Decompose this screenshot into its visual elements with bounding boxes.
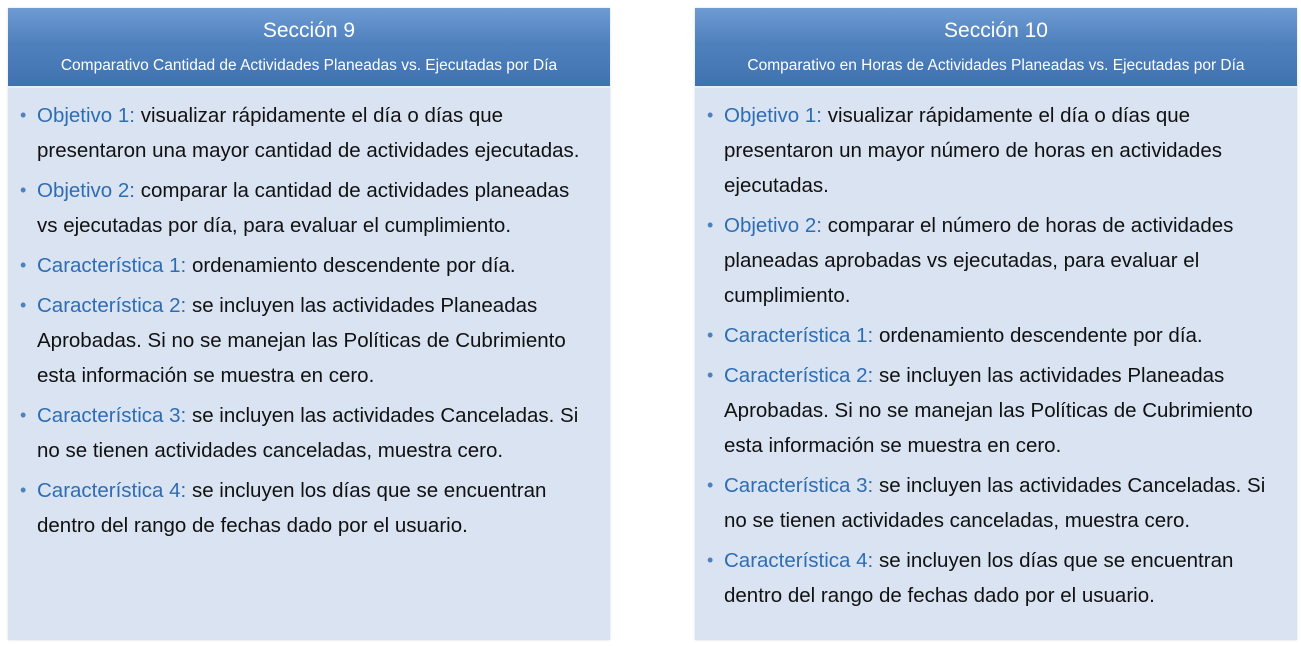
item-label: Característica 3: (37, 404, 187, 427)
item-text: ordenamiento descendente por día. (191, 254, 516, 277)
item-text: se incluyen los días que se encuentran dentro del rango de fechas dado por el usuario. (37, 479, 547, 537)
list-item (707, 543, 1281, 613)
section-10-header (695, 8, 1297, 88)
section-10-title: Sección 10 (944, 19, 1048, 42)
item-label: Objetivo 2: (37, 179, 135, 202)
list-item (20, 288, 594, 393)
bullet-icon: • (707, 105, 714, 125)
item-label: Característica 1: (724, 324, 874, 347)
item-text: visualizar rápidamente el día o días que presentaron un mayor número de horas en actividades ejecutadas. (724, 104, 1222, 197)
item-label: Objetivo 2: (724, 214, 822, 237)
item-text: comparar el número de horas de actividades planeadas aprobadas vs ejecutadas, para evaluar el cumplimiento. (724, 214, 1234, 307)
item-text: ordenamiento descendente por día. (878, 324, 1203, 347)
section-9-title: Sección 9 (262, 19, 356, 42)
list-item (20, 248, 594, 283)
item-text: se incluyen las actividades Canceladas. Si no se tienen actividades canceladas, muestra cero. (724, 474, 1266, 532)
item-label: Característica 4: (724, 549, 874, 572)
item-label: Característica 3: (724, 474, 874, 497)
bullet-icon: • (20, 480, 27, 500)
item-text: se incluyen las actividades Planeadas Aprobadas. Si no se manejan las Políticas de Cubrimiento esta información se muestra en cero. (724, 364, 1253, 457)
section-9-subtitle: Comparativo Cantidad de Actividades Planeadas vs. Ejecutadas por Día (60, 57, 558, 74)
section-10-card (695, 8, 1297, 640)
section-9-list (20, 98, 594, 543)
section-10-body (695, 88, 1297, 613)
bullet-icon: • (20, 105, 27, 125)
bullet-icon: • (707, 215, 714, 235)
section-10-subtitle: Comparativo en Horas de Actividades Planeadas vs. Ejecutadas por Día (747, 57, 1245, 74)
item-label: Característica 1: (37, 254, 187, 277)
item-label: Característica 2: (37, 294, 187, 317)
list-item (707, 358, 1281, 463)
bullet-icon: • (20, 255, 27, 275)
bullet-icon: • (707, 325, 714, 345)
item-label: Objetivo 1: (37, 104, 135, 127)
item-text: se incluyen las actividades Planeadas Aprobadas. Si no se manejan las Políticas de Cubrimiento esta información se muestra en cero. (37, 294, 566, 387)
item-label: Característica 4: (37, 479, 187, 502)
list-item (707, 98, 1281, 203)
item-text: se incluyen los días que se encuentran dentro del rango de fechas dado por el usuario. (724, 549, 1234, 607)
section-9-header (8, 8, 610, 88)
bullet-icon: • (20, 180, 27, 200)
item-text: se incluyen las actividades Canceladas. Si no se tienen actividades canceladas, muestra cero. (37, 404, 579, 462)
bullet-icon: • (707, 365, 714, 385)
bullet-icon: • (20, 295, 27, 315)
bullet-icon: • (20, 405, 27, 425)
list-item (20, 98, 594, 168)
section-10-list (707, 98, 1281, 613)
list-item (707, 318, 1281, 353)
item-label: Objetivo 1: (724, 104, 822, 127)
list-item (20, 398, 594, 468)
bullet-icon: • (707, 550, 714, 570)
list-item (707, 468, 1281, 538)
list-item (20, 173, 594, 243)
section-9-body (8, 88, 610, 543)
item-text: visualizar rápidamente el día o días que presentaron una mayor cantidad de actividades ejecutadas. (37, 104, 580, 162)
list-item (20, 473, 594, 543)
list-item (707, 208, 1281, 313)
item-label: Característica 2: (724, 364, 874, 387)
bullet-icon: • (707, 475, 714, 495)
section-9-card (8, 8, 610, 640)
item-text: comparar la cantidad de actividades planeadas vs ejecutadas por día, para evaluar el cumplimiento. (37, 179, 570, 237)
